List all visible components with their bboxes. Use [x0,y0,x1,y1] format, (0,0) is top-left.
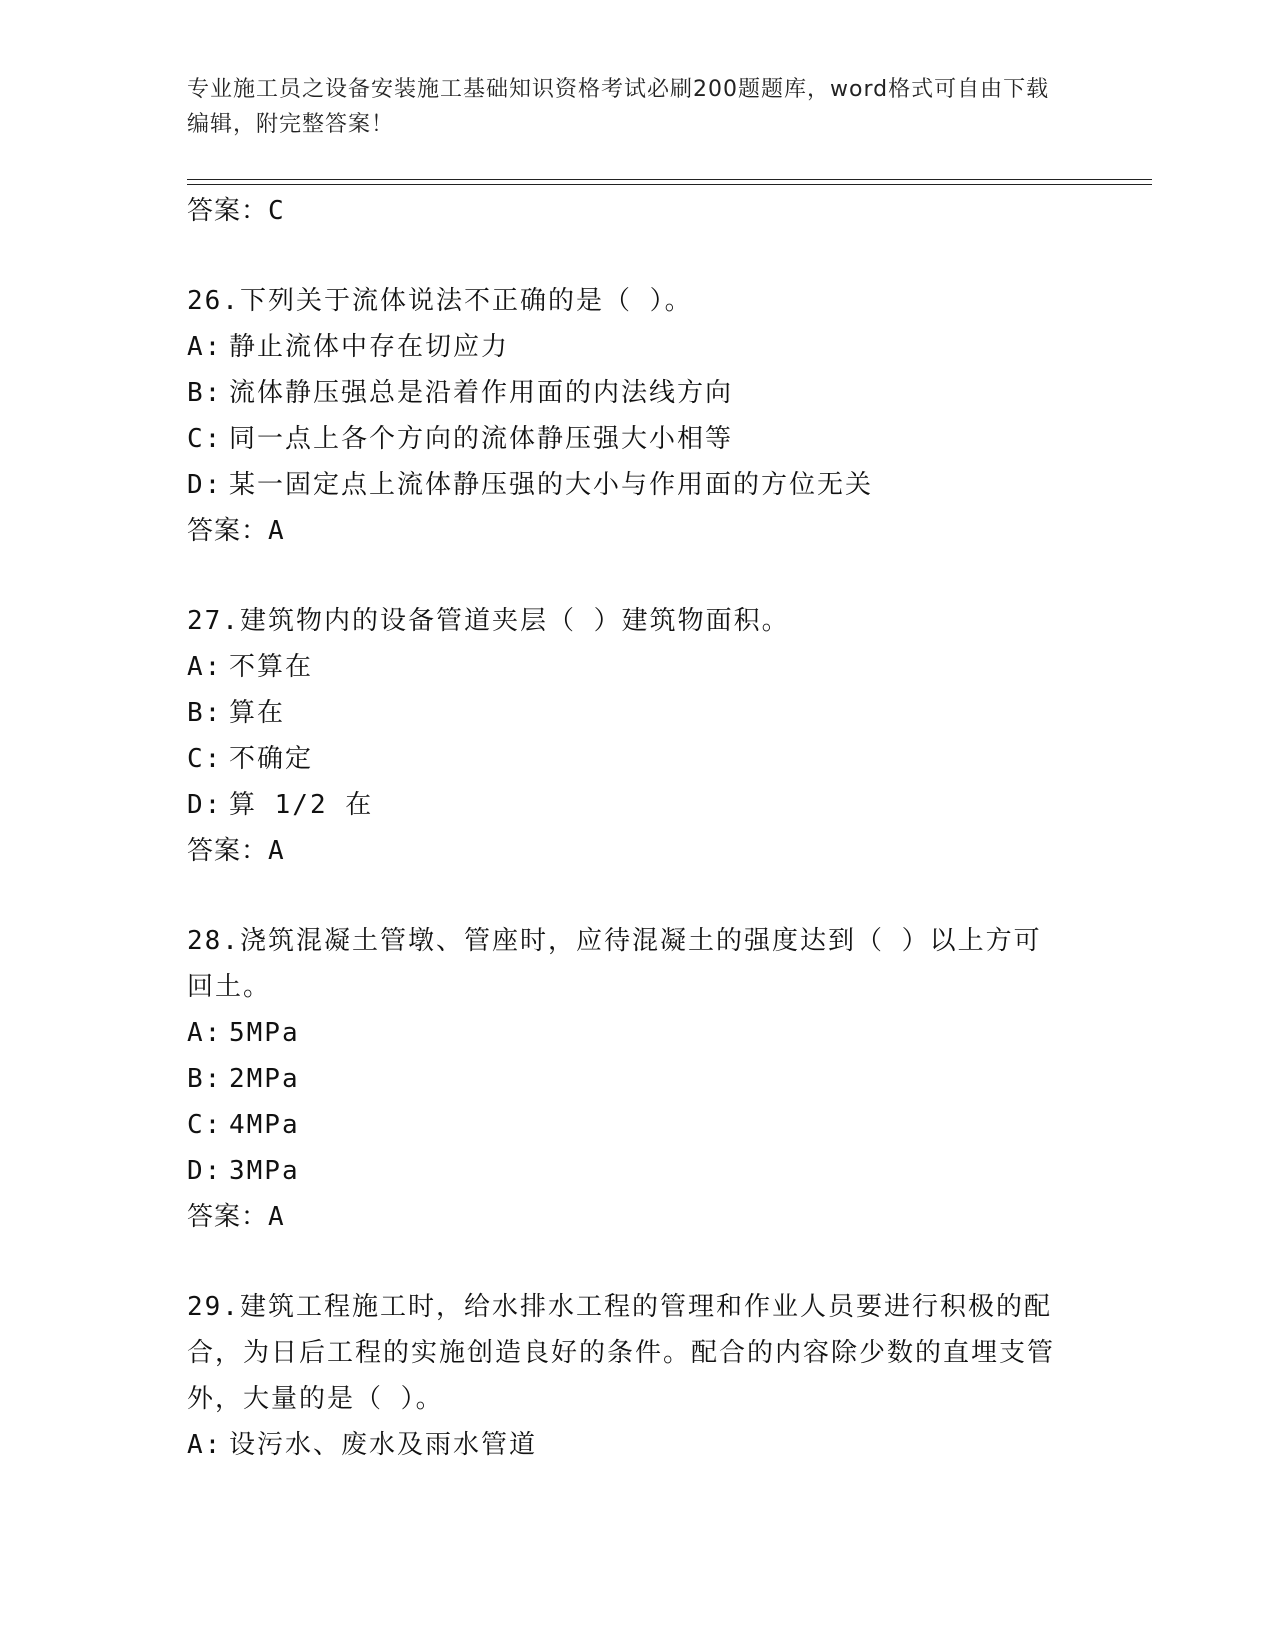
question-list [187,188,1087,1468]
answer-value: A [268,1202,285,1232]
question-text: 26.下列关于流体说法不正确的是（ ）。 [187,286,693,316]
answer-value: A [268,516,285,546]
option-b [187,1056,1087,1102]
option-b [187,370,1087,416]
answer-line [187,508,1087,554]
option-key: D: [187,790,223,820]
option-c [187,1102,1087,1148]
option-text: 算 1/2 在 [229,790,374,820]
answer-label: 答案： [187,1202,269,1232]
option-text: 同一点上各个方向的流体静压强大小相等 [229,424,734,454]
answer-value: A [268,836,285,866]
option-key: A: [187,332,223,362]
answer-value: C [268,196,285,226]
option-text: 不确定 [229,744,314,774]
question-28 [187,918,1087,1240]
option-text: 3MPa [229,1156,300,1186]
option-key: B: [187,378,223,408]
option-key: A: [187,652,223,682]
option-key: D: [187,470,223,500]
option-c [187,736,1087,782]
option-key: C: [187,1110,223,1140]
question-29 [187,1284,1087,1468]
option-b [187,690,1087,736]
option-key: D: [187,1156,223,1186]
spacer [187,874,1087,918]
option-key: C: [187,744,223,774]
option-text: 设污水、废水及雨水管道 [229,1430,538,1460]
option-text: 4MPa [229,1110,300,1140]
option-text: 流体静压强总是沿着作用面的内法线方向 [229,378,734,408]
answer-line [187,828,1087,874]
option-c [187,416,1087,462]
option-d [187,1148,1087,1194]
option-a [187,324,1087,370]
option-a [187,1422,1087,1468]
option-a [187,644,1087,690]
option-d [187,462,1087,508]
question-text: 29.建筑工程施工时，给水排水工程的管理和作业人员要进行积极的配合，为日后工程的实施创造良好的条件。配合的内容除少数的直埋支管外，大量的是（ ）。 [187,1292,1056,1414]
spacer [187,234,1087,278]
option-key: A: [187,1018,223,1048]
answer-line [187,188,1087,234]
option-a [187,1010,1087,1056]
header-divider-bottom [187,184,1152,185]
spacer [187,1240,1087,1284]
option-key: B: [187,698,223,728]
question-27 [187,598,1087,874]
spacer [187,554,1087,598]
option-key: C: [187,424,223,454]
header-divider-top [187,179,1152,180]
question-text: 27.建筑物内的设备管道夹层（ ）建筑物面积。 [187,606,790,636]
option-text: 静止流体中存在切应力 [229,332,510,362]
question-text: 28.浇筑混凝土管墩、管座时，应待混凝土的强度达到（ ）以上方可回土。 [187,926,1042,1002]
option-key: B: [187,1064,223,1094]
option-key: A: [187,1430,223,1460]
option-text: 算在 [229,698,286,728]
option-d [187,782,1087,828]
answer-line [187,1194,1087,1240]
answer-label: 答案： [187,516,269,546]
option-text: 2MPa [229,1064,300,1094]
option-text: 不算在 [229,652,314,682]
question-26 [187,278,1087,554]
option-text: 某一固定点上流体静压强的大小与作用面的方位无关 [229,470,874,500]
answer-label: 答案： [187,196,269,226]
answer-label: 答案： [187,836,269,866]
document-header: 专业施工员之设备安装施工基础知识资格考试必刷200题题库，word格式可自由下载编辑，附完整答案！ [187,77,1050,137]
option-text: 5MPa [229,1018,300,1048]
